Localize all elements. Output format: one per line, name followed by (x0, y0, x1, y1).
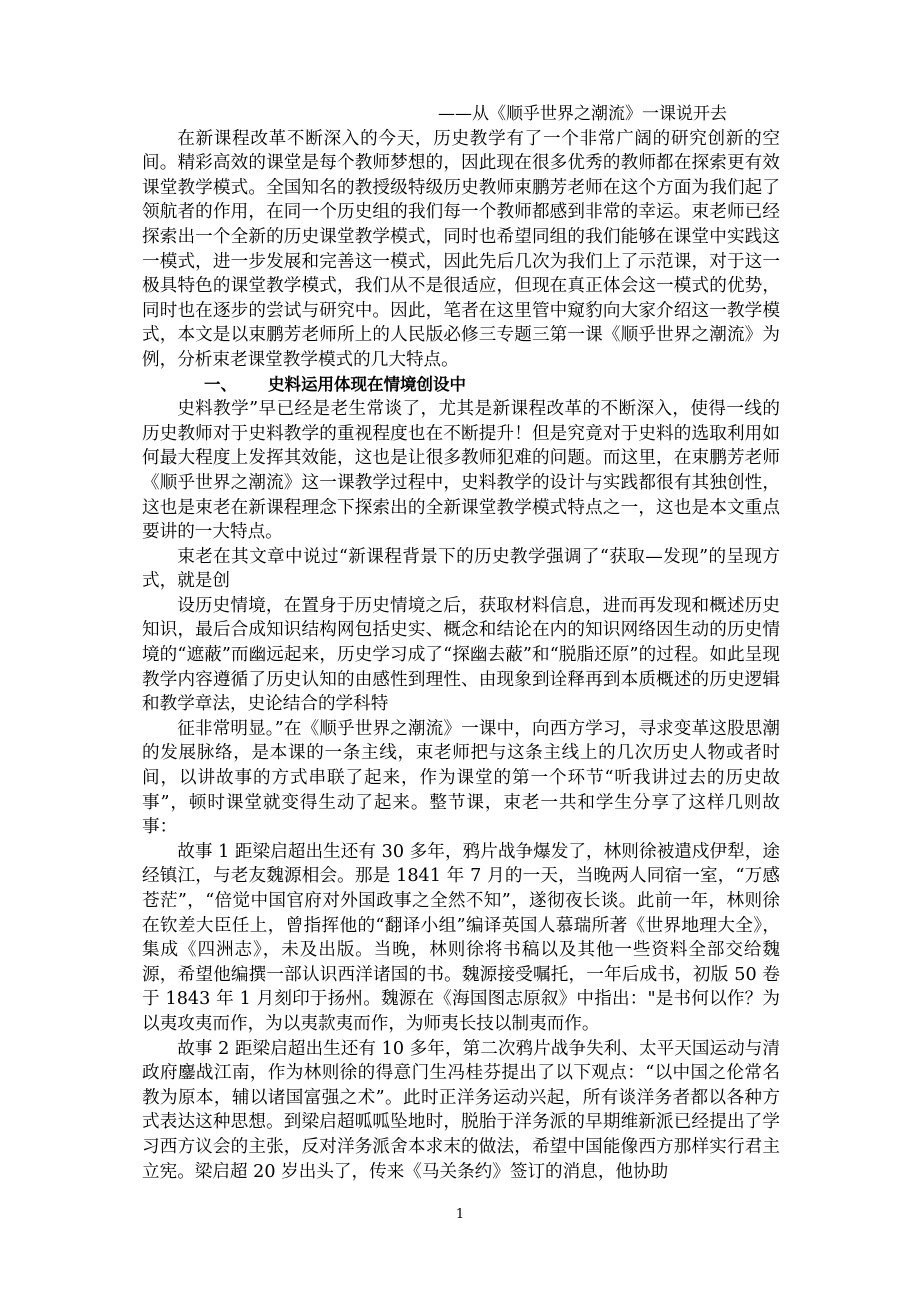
section-number: 一、 (204, 374, 237, 394)
paragraph-4: 征非常明显。”在《顺乎世界之潮流》一课中，向西方学习，寻求变革这股思潮的发展脉络，是本课的一条主线，束老师把与这条主线上的几次历史人物或者时间，以讲故事的方式串联了起来，作为课堂的第一个环节“听我讲过去的历史故事”，顿时课堂就变得生动了起来。整节课，束老一共和学生分享了这样几则故事： (142, 718, 780, 838)
paragraph-3: 设历史情境，在置身于历史情境之后，获取材料信息，进而再发现和概述历史知识，最后合成知识结构网包括史实、概念和结论在内的知识网络因生动的历史情境的“遮蔽”而幽远起来，历史学习成了“探幽去蔽”和“脱脂还原”的过程。如此呈现教学内容遵循了历史认知的由感性到理性、由现象到诠释再到本质概述的历史逻辑和教学章法，史论结合的学科特 (142, 595, 780, 715)
section-title: 史料运用体现在情境创设中 (268, 374, 466, 394)
subtitle: ——从《顺乎世界之潮流》一课说开去 (438, 104, 727, 124)
story-1-paragraph: 故事 1 距梁启超出生还有 30 多年，鸦片战争爆发了，林则徐被遣戍伊犁，途经镇江，与老友魏源相会。那是 1841 年 7 月的一天，当晚两人同宿一室，“万感苍茫”，“倍觉中国官府对外国政事之全然不知”，遂彻夜长谈。此前一年，林则徐在钦差大臣任上，曾指挥他的“翻译小组”编译英国人慕瑞所著《世界地理大全》，集成《四洲志》，未及出版。当晚，林则徐将书稿以及其他一些资料全部交给魏源，希望他编撰一部认识西洋诸国的书。魏源接受嘱托，一年后成书，初版 50 卷于 1843 年 1 月刻印于扬州。魏源在《海国图志原叙》中指出："是书何以作？为以夷攻夷而作，为以夷款夷而作，为师夷长技以制夷而作。 (142, 841, 780, 1034)
section-heading (142, 373, 780, 398)
paragraph-1: 史料教学”早已经是老生常谈了，尤其是新课程改革的不断深入，使得一线的历史教师对于史料教学的重视程度也在不断提升！但是究竟对于史料的选取利用如何最大程度上发挥其效能，这也是让很多教师犯难的问题。而这里，在束鹏芳老师《顺乎世界之潮流》这一课教学过程中，史料教学的设计与实践都很有其独创性，这也是束老在新课程理念下探索出的全新课堂教学模式特点之一，这也是本文重点要讲的一大特点。 (142, 399, 780, 543)
document-body (142, 102, 780, 1184)
page-number: 1 (455, 1207, 465, 1222)
intro-paragraph: 在新课程改革不断深入的今天，历史教学有了一个非常广阔的研究创新的空间。精彩高效的课堂是每个教师梦想的，因此现在很多优秀的教师都在探索更有效课堂教学模式。全国知名的教授级特级历史教师束鹏芳老师在这个方面为我们起了领航者的作用，在同一个历史组的我们每一个教师都感到非常的幸运。束老师已经探索出一个全新的历史课堂教学模式，同时也希望同组的我们能够在课堂中实践这一模式，进一步发展和完善这一模式，因此先后几次为我们上了示范课，对于这一极具特色的课堂教学模式，我们从不是很适应，但现在真正体会这一模式的优势，同时也在逐步的尝试与研究中。因此，笔者在这里管中窥豹向大家介绍这一教学模式，本文是以束鹏芳老师所上的人民版必修三专题三第一课《顺乎世界之潮流》为例，分析束老课堂教学模式的几大特点。 (142, 128, 780, 370)
paragraph-2: 束老在其文章中说过“新课程背景下的历史教学强调了“获取—发现”的呈现方式，就是创 (142, 546, 780, 592)
story-2-paragraph: 故事 2 距梁启超出生还有 10 多年，第二次鸦片战争失利、太平天国运动与清政府鏖战江南，作为林则徐的得意门生冯桂芬提出了以下观点：“以中国之伦常名教为原本，辅以诸国富强之术”。此时正洋务运动兴起，所有谈洋务者都以各种方式表达这种思想。到梁启超呱呱坠地时，脱胎于洋务派的早期维新派已经提出了学习西方议会的主张，反对洋务派舍本求末的做法，希望中国能像西方那样实行君主立宪。梁启超 20 岁出头了，传来《马关条约》签订的消息，他协助 (142, 1038, 780, 1182)
